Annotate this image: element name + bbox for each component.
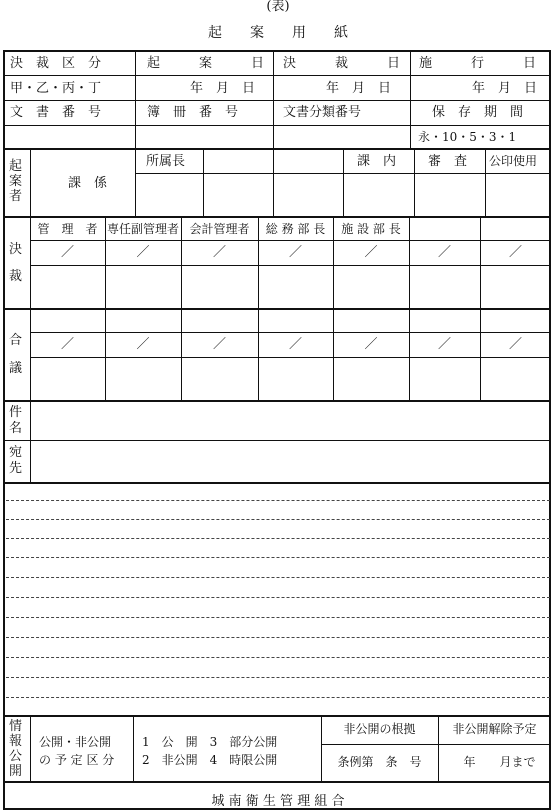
disclosure-kubun-label-1: 公開・非公開: [39, 735, 112, 749]
disclosure-side-4: 開: [9, 764, 23, 779]
kessai-slash: ／: [437, 245, 451, 260]
gougi-slash: ／: [437, 337, 451, 352]
koin-label: 公印使用: [489, 154, 538, 168]
address-side-2: 先: [9, 461, 23, 476]
kessai-side-2: 裁: [9, 269, 23, 284]
kanai-label: 課 内: [357, 154, 397, 169]
drafter-side-3: 者: [9, 189, 23, 204]
drafter-side-1: 起: [9, 159, 23, 174]
subject-side-2: 名: [9, 421, 23, 436]
body-text-area[interactable]: [4, 484, 550, 715]
kessai-slash: ／: [212, 245, 226, 260]
bunsho-bangou-label: 文 書 番 号: [10, 105, 102, 120]
address-field[interactable]: [31, 441, 551, 482]
gougi-slash: ／: [288, 337, 302, 352]
kessai-date-field[interactable]: 年 月 日: [326, 81, 392, 96]
basis-value[interactable]: 条例第 条 号: [337, 755, 422, 769]
shinsa-label: 審 査: [428, 154, 468, 169]
kessai-slash: ／: [60, 245, 74, 260]
bosatsu-bangou-label: 簿 冊 番 号: [147, 105, 239, 120]
shikou-date-field[interactable]: 年 月 日: [472, 81, 538, 96]
role-soumu: 総 務 部 長: [265, 222, 326, 236]
kian-date-label: 起 案 日: [147, 56, 265, 71]
gougi-slash: ／: [364, 337, 378, 352]
disclosure-side-2: 報: [9, 734, 23, 749]
kessai-slash: ／: [288, 245, 302, 260]
role-senin-fuku: 専任副管理者: [106, 222, 179, 236]
shikou-date-label: 施 行 日: [419, 56, 537, 71]
gougi-slash: ／: [60, 337, 74, 352]
disclosure-side-3: 公: [9, 749, 23, 764]
kessai-kubun-options[interactable]: 甲・乙・丙・丁: [10, 81, 102, 96]
kessai-side-1: 決: [9, 242, 23, 257]
kessai-slash: ／: [364, 245, 378, 260]
disclosure-option-row-1[interactable]: 1 公 開 3 部分公開: [142, 735, 278, 749]
hozon-kikan-label: 保 存 期 間: [432, 105, 524, 120]
kessai-slash: ／: [136, 245, 150, 260]
gougi-side-1: 合: [9, 333, 23, 348]
bunrui-bangou-label: 文書分類番号: [283, 105, 362, 120]
retention-options[interactable]: 永・10・5・3・1: [418, 130, 517, 144]
shozokucho-label: 所属長: [146, 154, 186, 169]
gougi-slash: ／: [136, 337, 150, 352]
kessai-kubun-label: 決 裁 区 分: [10, 56, 102, 71]
release-value[interactable]: 年 月まで: [463, 755, 536, 769]
kessai-slash: ／: [508, 245, 522, 260]
address-side-1: 宛: [9, 445, 23, 460]
gougi-slash: ／: [508, 337, 522, 352]
disclosure-kubun-label-2: の 予 定 区 分: [39, 753, 115, 767]
subject-side-1: 件: [9, 405, 23, 420]
footer-organization: 城 南 衛 生 管 理 組 合: [211, 794, 345, 809]
kessai-date-label: 決 裁 日: [283, 56, 401, 71]
basis-heading: 非公開の根拠: [343, 722, 416, 736]
subject-field[interactable]: [31, 402, 551, 440]
gougi-side-2: 議: [9, 361, 23, 376]
form-title: 起 案 用 紙: [208, 25, 348, 41]
role-shisetsu: 施 設 部 長: [341, 222, 401, 236]
release-heading: 非公開解除予定: [452, 722, 537, 736]
kian-date-field[interactable]: 年 月 日: [190, 81, 256, 96]
role-kaikei: 会計管理者: [189, 222, 250, 236]
role-kanrisha: 管 理 者: [37, 222, 98, 236]
drafter-side-2: 案: [9, 174, 23, 189]
disclosure-side-1: 情: [9, 719, 23, 734]
disclosure-option-row-2[interactable]: 2 非公開 4 時限公開: [142, 753, 278, 767]
kakari-label: 課 係: [68, 176, 108, 191]
form-marker: (表): [266, 0, 290, 14]
gougi-slash: ／: [212, 337, 226, 352]
